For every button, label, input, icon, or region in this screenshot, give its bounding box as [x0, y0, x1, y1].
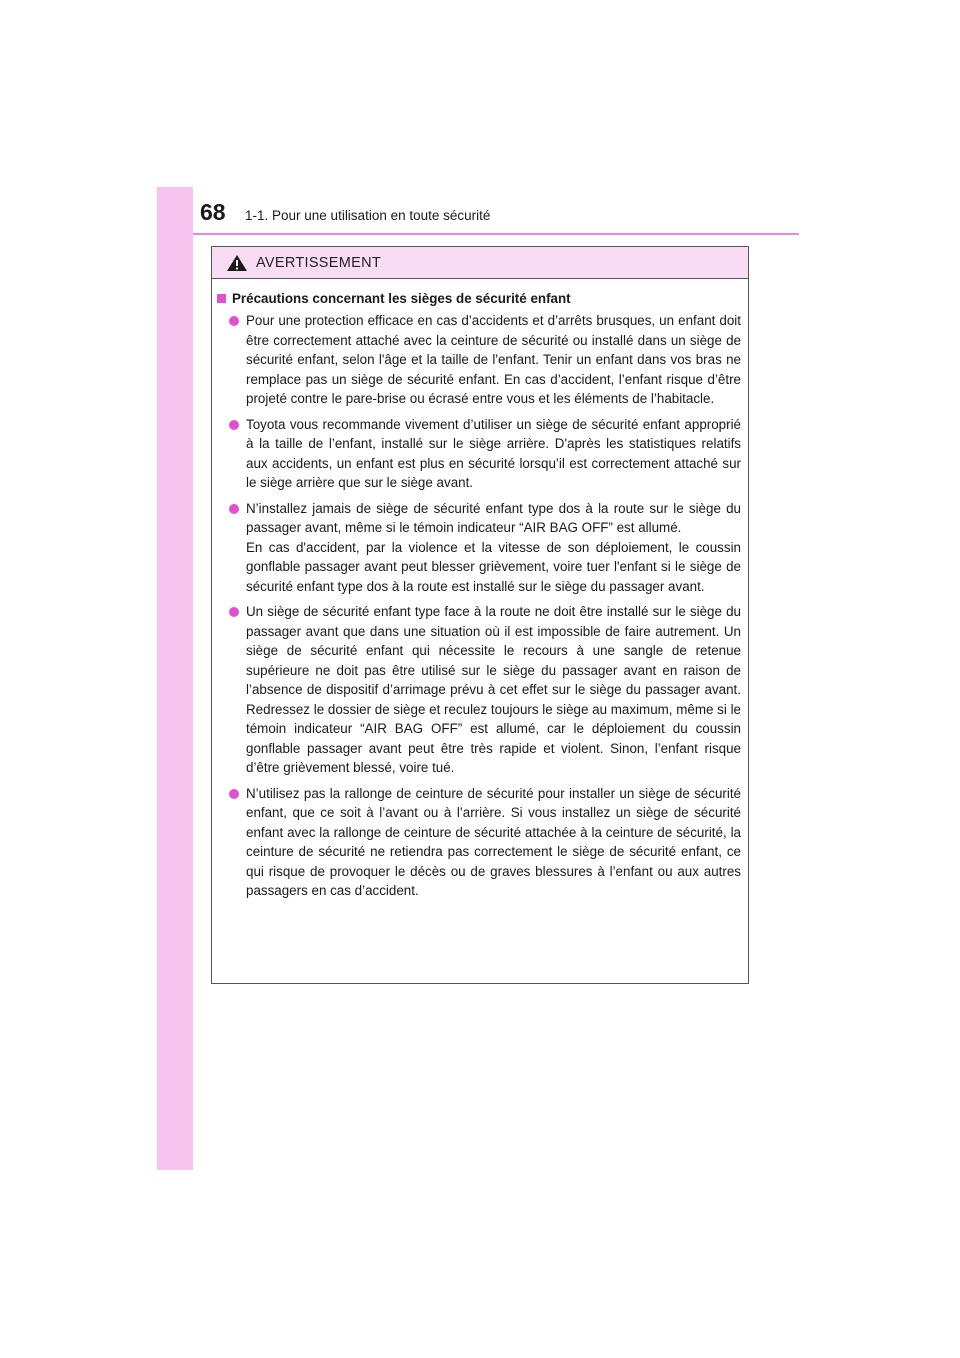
list-item-text	[246, 602, 741, 778]
paragraph: Toyota vous recommande vivement d’utiliser un siège de sécurité enfant approprié à la taille de l’enfant, installé sur le siège arrière. D'après les statistiques relatifs aux accidents, un enfant est plus en sécurité lorsqu’il est correctement attaché sur le siège arrière que sur le siège avant.	[246, 416, 741, 490]
topic-text: Précautions concernant les sièges de sécurité enfant	[232, 291, 571, 306]
warning-triangle-icon	[226, 254, 248, 272]
bullet-dot-icon	[229, 789, 239, 799]
warning-body	[212, 279, 748, 901]
bullet-dot-icon	[229, 504, 239, 514]
page-number: 68	[200, 199, 226, 225]
header-rule	[193, 233, 799, 235]
warning-box	[211, 246, 749, 984]
bullet-dot-icon	[229, 607, 239, 617]
warning-header	[212, 247, 748, 279]
list-item-text	[246, 311, 741, 409]
bullet-dot-icon	[229, 316, 239, 326]
topic-heading	[217, 288, 741, 309]
list-item-text	[246, 415, 741, 493]
list-item	[217, 499, 741, 597]
list-item-text	[246, 499, 741, 597]
side-tab-strip	[157, 187, 193, 1170]
paragraph: En cas d'accident, par la violence et la vitesse de son déploiement, le coussin gonflable passager avant peut blesser grièvement, voire tuer l'enfant si le siège de sécurité enfant type dos à la route est installé sur le siège du passager avant.	[246, 539, 741, 594]
paragraph: N’installez jamais de siège de sécurité enfant type dos à la route sur le siège du passager avant, même si le témoin indicateur “AIR BAG OFF” est allumé.	[246, 500, 741, 535]
paragraph: Pour une protection efficace en cas d’accidents et d’arrêts brusques, un enfant doit être correctement attaché avec la ceinture de sécurité ou installé dans un siège de sécurité enfant, selon l'âge et la taille de l'enfant. Tenir un enfant dans vos bras ne remplace pas un siège de sécurité enfant. En cas d’accident, l’enfant risque d’être projeté contre le pare-brise ou écrasé entre vous et les éléments de l’habitacle.	[246, 313, 741, 406]
list-item	[217, 415, 741, 493]
square-bullet-icon	[217, 294, 226, 303]
paragraph: N’utilisez pas la rallonge de ceinture de sécurité pour installer un siège de sécurité enfant, que ce soit à l’avant ou à l’arrière. Si vous installez un siège de sécurité enfant avec la rallonge de ceinture de sécurité attachée à la ceinture de sécurité, la ceinture de sécurité ne retiendra pas correctement le siège de sécurité enfant, ce qui risque de provoquer le décès ou de graves blessures à l’enfant ou aux autres passagers en cas d’accident.	[246, 785, 741, 898]
list-item-text	[246, 784, 741, 901]
list-item	[217, 784, 741, 901]
list-item	[217, 602, 741, 778]
paragraph: Un siège de sécurité enfant type face à la route ne doit être installé sur le siège du passager avant que dans une situation où il est impossible de faire autrement. Un siège de sécurité enfant qui nécessite le recours à une sangle de retenue supérieure ne doit pas être utilisé sur le siège du passager avant en raison de l’absence de dispositif d’arrimage prévu à cet effet sur le siège du passager avant. Redressez le dossier de siège et reculez toujours le siège au maximum, même si le témoin indicateur “AIR BAG OFF” est allumé, car le déploiement du coussin gonflable passager avant peut être très rapide et violent. Sinon, l’enfant risque d’être grièvement blessé, voire tué.	[246, 604, 741, 775]
warning-title: AVERTISSEMENT	[256, 254, 382, 271]
bullet-dot-icon	[229, 420, 239, 430]
bullet-list	[217, 311, 741, 901]
list-item	[217, 311, 741, 409]
section-title: 1-1. Pour une utilisation en toute sécurité	[245, 208, 491, 223]
